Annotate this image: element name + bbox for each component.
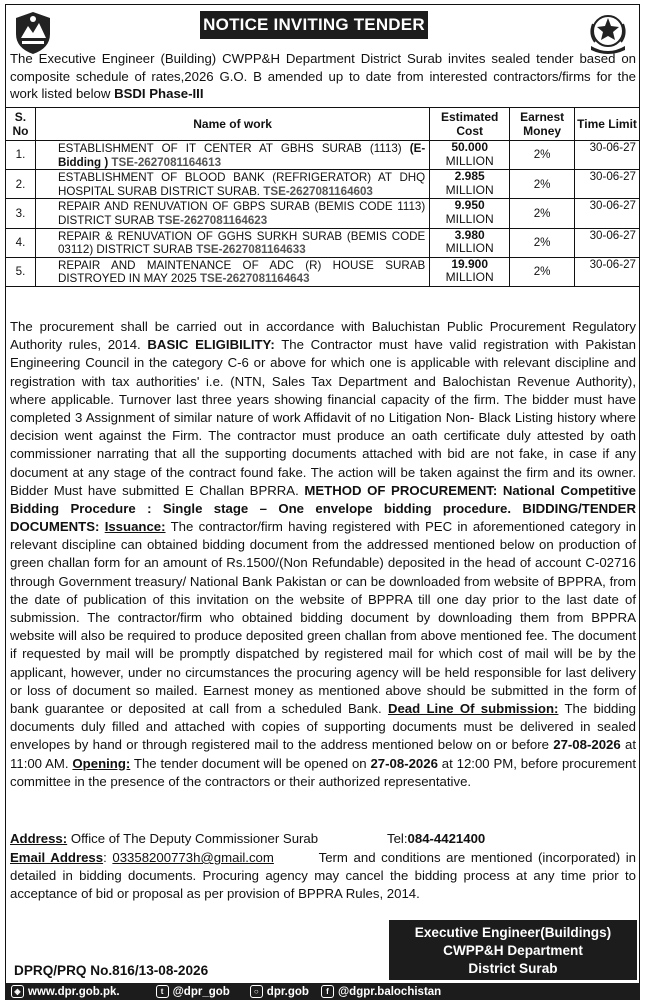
row-time: 30-06-27 (575, 199, 640, 228)
notice-title: NOTICE INVITING TENDER (200, 11, 428, 39)
method-of-procurement-label: METHOD OF PROCUREMENT: National Competitive Bidding Procedure : Single stage – One envelope bidding procedure. BIDDING/TENDER DOCUMENTS: (10, 482, 636, 535)
row-sno: 1. (6, 141, 36, 170)
footer-facebook-text: @dgpr.balochistan (337, 985, 442, 998)
row-work (35, 170, 429, 199)
signature-district: District Surab (468, 961, 558, 976)
row-cost-unit: MILLION (445, 153, 494, 168)
row-earnest: 2% (510, 141, 575, 170)
row-time: 30-06-27 (575, 228, 640, 257)
opening-date: 27-08-2026 (370, 755, 438, 771)
signature-department: CWPP&H Department (443, 943, 583, 958)
row-work (35, 257, 429, 286)
email-label: Email Address (10, 850, 104, 865)
row-sno: 2. (6, 170, 36, 199)
intro-text: The Executive Engineer (Building) CWPP&H Department District Surab invites sealed tender based on composite schedule of rates,2026 G.O. B amended up to date from interested contractors/firms for the work listed below (10, 51, 636, 101)
row-work-text: REPAIR & RENUVATION OF GGHS SURKH SURAB (BEMIS CODE 03112) DISTRICT SURAB (57, 229, 426, 257)
deadline-label: Dead Line Of submission: (387, 700, 559, 716)
header-time: Time Limit (575, 108, 640, 141)
row-cost-unit: MILLION (445, 241, 494, 256)
terms-text: Term and conditions are mentioned (incorporated) in detailed in bidding documents. Procuring agency may cancel the bidding process at any time prior to acceptance of bid or proposal as per provision of BPPRA Rules, 2014. (10, 850, 637, 901)
header-earnest: Earnest Money (510, 108, 575, 141)
row-work-text: ESTABLISHMENT OF BLOOD BANK (REFRIGERATOR) AT DHQ HOSPITAL SURAB DISTRICT SURAB. (57, 171, 426, 198)
row-tse-id: TSE-2627081164643 (199, 272, 310, 286)
header-work: Name of work (35, 108, 429, 141)
opening-rest: at 12:00 PM, before procurement committee in the presence of the contractors or their authorized representative. (10, 755, 636, 789)
address-value: Office of The Deputy Commissioner Surab (70, 831, 319, 846)
row-earnest: 2% (510, 228, 575, 257)
procurement-rules-text: The procurement shall be carried out in accordance with Baluchistan Public Procurement Regulatory Authority rules, 2014. (10, 319, 636, 353)
row-sno: 4. (6, 228, 36, 257)
header-sno: S. No (6, 108, 36, 141)
row-work-text: REPAIR AND RENUVATION OF GBPS SURAB (BEMIS CODE 1113) DISTRICT SURAB (57, 200, 426, 227)
row-cost-value: 9.950 (454, 198, 485, 213)
row-cost (430, 257, 510, 286)
row-earnest: 2% (510, 199, 575, 228)
row-time: 30-06-27 (575, 141, 640, 170)
row-work-text: REPAIR AND MAINTENANCE OF ADC (R) HOUSE SURAB DISTROYED IN MAY 2025 (57, 258, 426, 286)
table-row (6, 257, 640, 286)
row-tse-id: TSE-2627081164633 (196, 243, 306, 257)
footer-instagram-text: dpr.gob (266, 985, 309, 998)
email-link[interactable]: 03358200773h@gmail.com (112, 850, 274, 865)
globe-icon: ◈ (11, 985, 24, 998)
row-tse-id: TSE-2627081164623 (157, 213, 268, 227)
email-line: Email Address: 03358200773h@gmail.com Term and conditions are mentioned (incorporated) in detailed in bidding documents. Procuring agency may cancel the bidding process at any time prior to acceptance of bid or proposal as per provision of BPPRA Rules, 2014. (10, 850, 637, 901)
tel-number: 084-4421400 (407, 831, 486, 846)
row-time: 30-06-27 (575, 257, 640, 286)
row-time: 30-06-27 (575, 170, 640, 199)
table-row (6, 170, 640, 199)
footer-twitter-text: @dpr_gob (172, 985, 230, 998)
row-cost (430, 170, 510, 199)
opening-text: The tender document will be opened on (133, 755, 367, 771)
basic-eligibility-label: BASIC ELIGIBILITY: (147, 337, 275, 353)
issuance-label: Issuance: (104, 519, 166, 535)
footer-twitter[interactable] (156, 985, 230, 998)
row-cost-unit: MILLION (445, 270, 494, 285)
header-cost: Estimated Cost (430, 108, 510, 141)
twitter-icon: t (156, 985, 169, 998)
issuance-text: The contractor/firm having registered with PEC in aforementioned category in relevant discipline can obtained bidding document from the addressed mentioned below on production of green challan form for an amount of Rs.1500/(Non Refundable) deposited in the head of account C-02716 through Government treasury/ National Bank Pakistan or can be downloaded from website of BPPRA, from the date of publication of this invitation on the website of BPPRA till one day prior to the last date of submission. The contractor/firm who obtained bidding document by downloading them from BPPRA website will also be required to produce deposited green challan from above mentioned fee. The document if requested by mail will be promptly dispatched by registered mail for which cost of mail will be by the applicant, however, under no circumstances the procuring agency will be held responsible for last delivery or loss of document so mailed. Earnest money as mentioned above should be submitted in the form of bank guarantee or deposited at call from a scheduled Bank. (10, 519, 636, 716)
footer-facebook[interactable] (321, 985, 441, 998)
row-work (35, 228, 429, 257)
facebook-icon: f (321, 985, 334, 998)
footer-bar (5, 983, 640, 1000)
address-label: Address: (10, 831, 68, 846)
row-cost (430, 199, 510, 228)
signature-title: Executive Engineer(Buildings) (414, 925, 612, 940)
signature-block (389, 920, 637, 980)
row-earnest: 2% (510, 257, 575, 286)
row-earnest: 2% (510, 170, 575, 199)
deadline-date: 27-08-2026 (553, 737, 621, 753)
row-cost-value: 2.985 (454, 169, 485, 184)
row-tse-id: TSE-2627081164613 (111, 155, 222, 169)
footer-website[interactable] (11, 985, 120, 998)
tel-label: Tel: (387, 831, 408, 846)
row-work-text: ESTABLISHMENT OF IT CENTER AT GBHS SURAB (1113) (57, 142, 402, 155)
row-cost (430, 141, 510, 170)
intro-paragraph (10, 50, 636, 103)
table-row (6, 141, 640, 170)
row-sno: 3. (6, 199, 36, 228)
row-cost-value: 3.980 (454, 227, 485, 242)
row-cost-unit: MILLION (445, 211, 494, 226)
row-cost-unit: MILLION (445, 182, 494, 197)
address-line (10, 830, 636, 848)
telephone (387, 830, 485, 848)
row-tse-id: TSE-2627081164603 (263, 184, 373, 198)
footer-website-text: www.dpr.gob.pk. (28, 985, 120, 998)
row-work (35, 141, 429, 170)
works-table (5, 107, 640, 287)
phase-label: BSDI Phase-III (114, 86, 204, 101)
row-cost (430, 228, 510, 257)
table-row (6, 228, 640, 257)
eligibility-text: The Contractor must have valid registration with Pakistan Engineering Council in the category C-6 or above for which one is applicable with relevant discipline and registration with tax authorities' i.e. (NTN, Sales Tax Department and Balochistan Revenue Authority), where applicable. Turnover last three years showing financial capacity of the firm. The bidder must have completed 3 Assignment of similar nature of work Affidavit of no Litigation Non- Black Listing history where decision went against the Firm. The contractor must produce an oath certificate duly attested by oath commissioner narrating that all the supporting documents attached with bid are not fake, in case if any document at any stage of the contract found fake. The action will be taken against the firm and its owner. Bidder Must have submitted E Challan BPRRA. (10, 337, 636, 498)
row-cost-value: 50.000 (451, 140, 489, 154)
row-cost-value: 19.900 (451, 256, 489, 271)
deadline-text: The bidding documents duly filled and attached with copies of supporting documents must be delivered in sealed envelopes by hand or through registered mail to the address mentioned below on or before (10, 700, 636, 753)
opening-label: Opening: (72, 755, 131, 771)
row-work (35, 199, 429, 228)
footer-instagram[interactable] (250, 985, 309, 998)
row-sno: 5. (6, 257, 36, 286)
deadline-time: at 11:00 AM. (10, 737, 637, 771)
row-work-bold: (E-Bidding ) (57, 142, 426, 169)
reference-number: DPRQ/PRQ No.816/13-08-2026 (14, 963, 209, 978)
instagram-icon: ○ (250, 985, 263, 998)
body-paragraph (10, 318, 636, 791)
table-header-row (6, 108, 640, 141)
table-row (6, 199, 640, 228)
